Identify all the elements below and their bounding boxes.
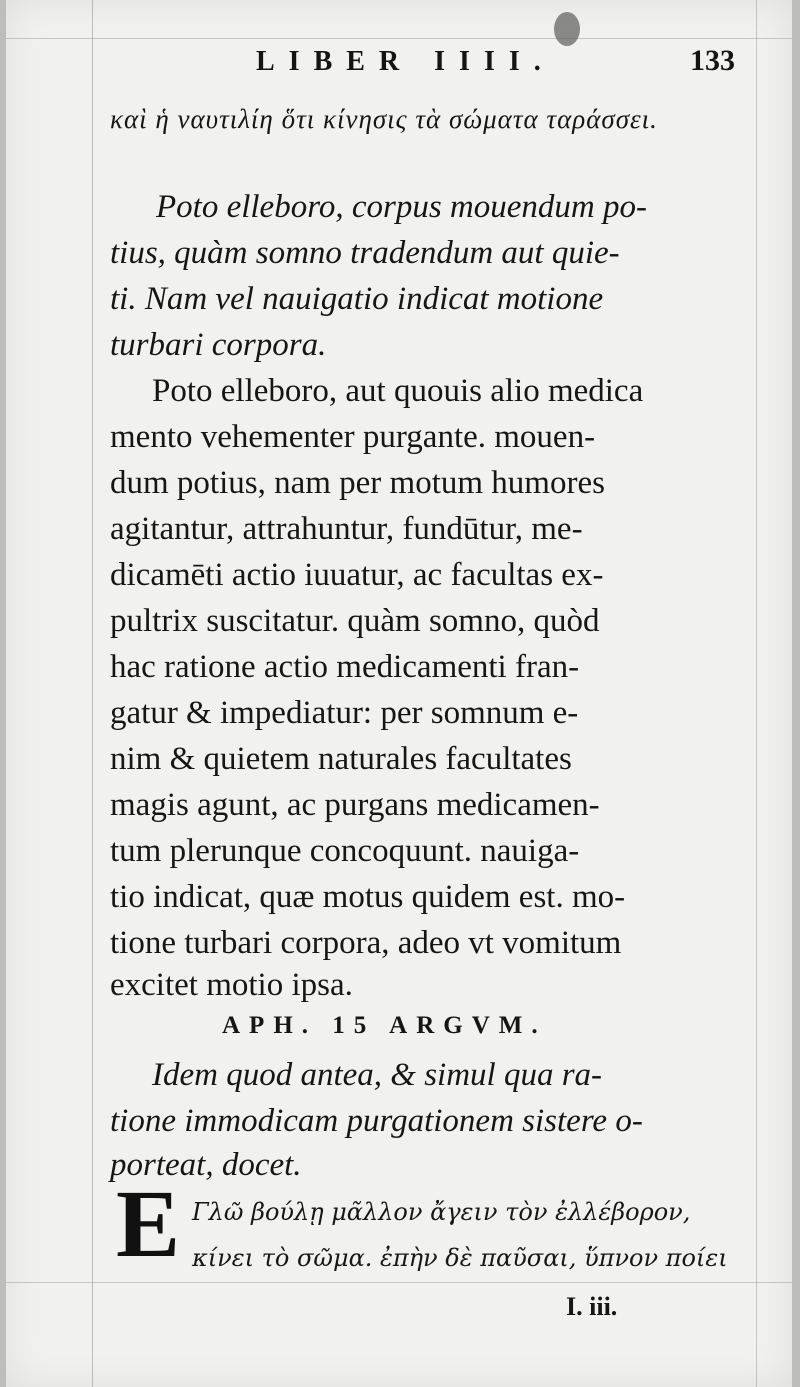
body-line: dum potius, nam per motum humores (110, 465, 605, 501)
body-line: agitantur, attrahuntur, fundūtur, me- (110, 511, 583, 547)
body-line: Poto elleboro, aut quouis alio medica (152, 373, 644, 409)
body-line: καὶ ἡ ναυτιλίη ὅτι κίνησις τὰ σώματα ταράσσει. (110, 104, 658, 134)
top-rule (6, 38, 792, 39)
body-line: tione turbari corpora, adeo vt vomitum (110, 925, 622, 961)
body-line: Poto elleboro, corpus mouendum po- (156, 189, 647, 225)
argument-line: tione immodicam purgationem sistere o- (110, 1103, 643, 1139)
bottom-rule (6, 1282, 792, 1283)
body-line (110, 144, 750, 183)
body-line: mento vehementer purgante. mouen- (110, 419, 596, 455)
body-line: nim & quietem naturales facultates (110, 741, 572, 777)
greek-line: Γλῶ βούλῃ μᾶλλον ἄγειν τὸν ἐλλέβορον, (192, 1198, 691, 1226)
page-number: 133 (690, 44, 735, 77)
body-line: pultrix suscitatur. quàm somno, quòd (110, 603, 600, 639)
body-line: turbari corpora. (110, 327, 327, 363)
aphorism-heading: APH. 15 ARGVM. (222, 1012, 547, 1039)
greek-line: κίνει τὸ σῶμα. ἐπὴν δὲ παῦσαι, ὕπνον ποίει (192, 1244, 728, 1272)
signature-mark: I. iii. (566, 1292, 618, 1321)
body-line: ti. Nam vel nauigatio indicat motione (110, 281, 604, 317)
argument-line: Idem quod antea, & simul qua ra- (152, 1057, 603, 1093)
ink-smudge (554, 12, 580, 46)
argument-line: porteat, docet. (110, 1147, 302, 1183)
body-line: tum plerunque concoquunt. nauiga- (110, 833, 580, 869)
book-page (6, 0, 792, 1387)
left-margin-rule (92, 0, 93, 1387)
running-head: LIBER IIII. (256, 46, 555, 77)
body-line: gatur & impediatur: per somnum e- (110, 695, 579, 731)
body-line: magis agunt, ac purgans medicamen- (110, 787, 600, 823)
drop-cap: E (116, 1170, 181, 1277)
right-margin-rule (756, 0, 757, 1387)
body-line: dicamēti actio iuuatur, ac facultas ex- (110, 557, 604, 593)
body-line: excitet motio ipsa. (110, 967, 353, 1003)
body-line: hac ratione actio medicamenti fran- (110, 649, 580, 685)
body-line: tio indicat, quæ motus quidem est. mo- (110, 879, 626, 915)
body-line: tius, quàm somno tradendum aut quie- (110, 235, 620, 271)
